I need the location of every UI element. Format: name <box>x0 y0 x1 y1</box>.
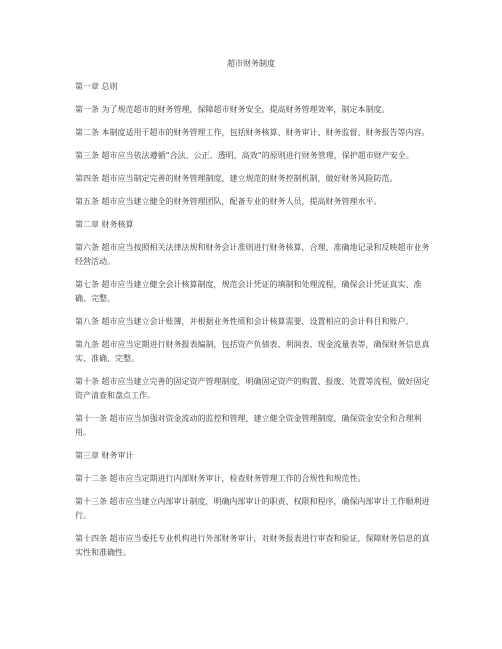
article-10: 第十条 超市应当建立完善的固定资产管理制度，明确固定资产的购置、报废、处置等流程，做好固定资产清查和盘点工作。 <box>75 377 430 400</box>
chapter-heading-3: 第三章 财务审计 <box>75 451 134 460</box>
article-11: 第十一条 超市应当加强对资金流动的监控和管理，建立健全资金管理制度，确保资金安全和合理利用。 <box>75 414 422 437</box>
article-4: 第四条 超市应当制定完善的财务管理制度，建立规范的财务控制机制，做好财务风险防范。 <box>75 174 398 183</box>
article-2: 第二条 本制度适用于超市的财务管理工作，包括财务核算、财务审计、财务监督、财务报告等内容。 <box>75 128 430 137</box>
document-body <box>75 80 431 569</box>
article-1: 第一条 为了规范超市的财务管理，保障超市财务安全，提高财务管理效率，制定本制度。 <box>75 105 390 114</box>
article-8: 第八条 超市应当建立会计账簿，并根据业务性质和会计核算需要，设置相应的会计科目和账户。 <box>75 317 414 326</box>
chapter-heading-2: 第二章 财务核算 <box>75 220 134 229</box>
chapter-heading-1: 第一章 总则 <box>75 82 118 91</box>
article-7: 第七条 超市应当建立健全会计核算制度，规范会计凭证的填制和处理流程，确保会计凭证真实、准确、完整。 <box>75 280 422 303</box>
article-5: 第五条 超市应当建立健全的财务管理团队，配备专业的财务人员，提高财务管理水平。 <box>75 197 382 206</box>
article-12: 第十二条 超市应当定期进行内部财务审计，检查财务管理工作的合规性和规范性。 <box>75 474 366 483</box>
article-14: 第十四条 超市应当委托专业机构进行外部财务审计，对财务报表进行审查和验证，保障财务信息的真实性和准确性。 <box>75 534 430 557</box>
article-13: 第十三条 超市应当建立内部审计制度，明确内部审计的职责、权限和程序，确保内部审计工作顺利进行。 <box>75 497 430 520</box>
article-3: 第三条 超市应当依法遵循“合法、公正、透明、高效”的原则进行财务管理，保护超市财产安全。 <box>75 151 414 160</box>
article-9: 第九条 超市应当定期进行财务报表编制，包括资产负债表、利润表、现金流量表等，确保财务信息真实、准确、完整。 <box>75 340 430 363</box>
article-6: 第六条 超市应当按照相关法律法规和财务会计准则进行财务核算，合理、准确地记录和反映超市业务经营活动。 <box>75 243 430 266</box>
document-title: 超市财务制度 <box>227 59 275 68</box>
